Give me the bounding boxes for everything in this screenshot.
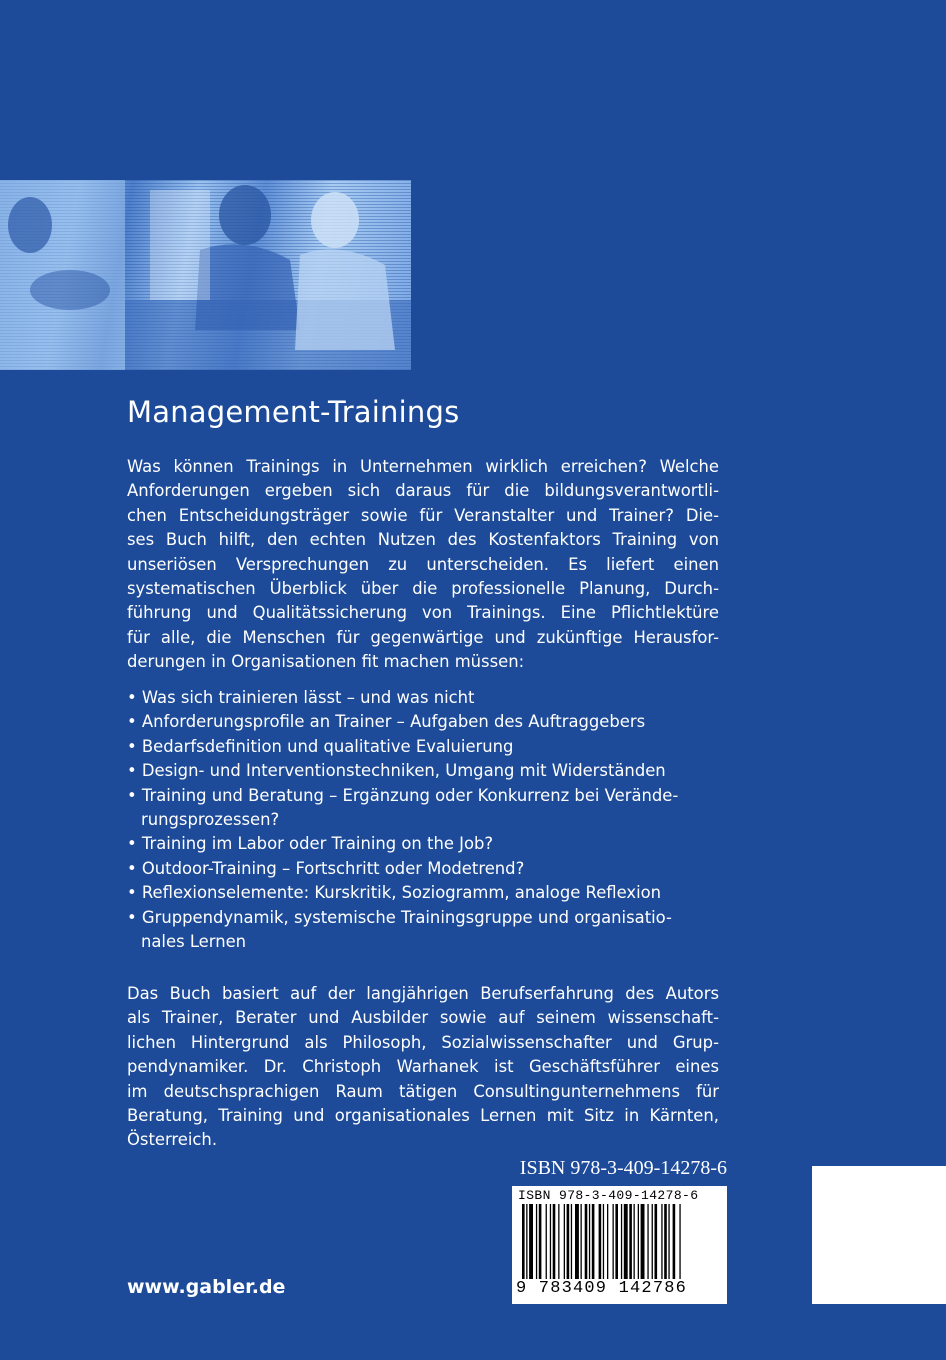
cover-photo	[0, 180, 411, 370]
list-item: • Training im Labor oder Training on the Job?	[127, 834, 494, 854]
intro-paragraph	[127, 455, 719, 675]
about-line: pendynamiker. Dr. Christoph Warhanek ist Geschäftsführer eines	[127, 1057, 719, 1077]
intro-line: derungen in Organisationen fit machen müssen:	[127, 652, 525, 672]
list-item: • Outdoor-Training – Fortschritt oder Modetrend?	[127, 858, 525, 878]
intro-line: unseriösen Versprechungen zu unterscheiden. Es liefert einen	[127, 554, 719, 574]
barcode	[512, 1186, 727, 1304]
list-item: • Was sich trainieren lässt – und was nicht	[127, 688, 475, 707]
intro-line: Anforderungen ergeben sich daraus für die bildungsverantwortli-	[127, 481, 719, 501]
intro-line: Was können Trainings in Unternehmen wirklich erreichen? Welche	[127, 457, 719, 476]
isbn-label: ISBN 978-3-409-14278-6	[519, 1157, 727, 1179]
barcode-isbn: ISBN 978-3-409-14278-6	[518, 1188, 699, 1203]
intro-line: führung und Qualitätssicherung von Trainings. Eine Pflichtlektüre	[127, 603, 719, 623]
topic-list	[127, 686, 719, 954]
photo-figures	[0, 180, 411, 370]
about-line: Das Buch basiert auf der langjährigen Berufserfahrung des Autors	[127, 984, 719, 1003]
intro-line: für alle, die Menschen für gegenwärtige und zukünftige Herausfor-	[127, 627, 719, 647]
author-paragraph	[127, 982, 719, 1153]
list-item-continuation: nales Lernen	[141, 932, 247, 952]
barcode-digits: 9 783409 142786	[516, 1279, 722, 1298]
about-line: Österreich.	[127, 1130, 218, 1150]
intro-line: systematischen Überblick über die professionelle Planung, Durch-	[127, 579, 719, 599]
barcode-bars	[516, 1204, 723, 1284]
list-item: • Anforderungsprofile an Trainer – Aufgaben des Auftraggebers	[127, 712, 646, 732]
list-item: • Gruppendynamik, systemische Trainingsgruppe und organisatio-	[127, 907, 672, 927]
list-item: • Design- und Interventionstechniken, Umgang mit Widerständen	[127, 761, 666, 781]
list-item: • Bedarfsdefinition und qualitative Evaluierung	[127, 736, 514, 756]
about-line: Beratung, Training und organisationales Lernen mit Sitz in Kärnten,	[127, 1106, 719, 1126]
price-label-area	[812, 1166, 946, 1304]
list-item: • Reflexionselemente: Kurskritik, Soziogramm, analoge Reflexion	[127, 883, 662, 903]
publisher-url: www.gabler.de	[127, 1276, 286, 1298]
list-item: • Training und Beratung – Ergänzung oder Konkurrenz bei Verände-	[127, 785, 679, 805]
intro-line: chen Entscheidungsträger sowie für Veranstalter und Trainer? Die-	[127, 505, 719, 525]
about-line: als Trainer, Berater und Ausbilder sowie auf seinem wissenschaft-	[127, 1008, 719, 1028]
list-item-continuation: rungsprozessen?	[141, 810, 280, 830]
about-line: lichen Hintergrund als Philosoph, Sozialwissenschafter und Grup-	[127, 1032, 719, 1052]
about-line: im deutschsprachigen Raum tätigen Consultingunternehmens für	[127, 1081, 719, 1101]
book-title: Management-Trainings	[127, 395, 460, 429]
intro-line: ses Buch hilft, den echten Nutzen des Kostenfaktors Training von	[127, 530, 719, 550]
